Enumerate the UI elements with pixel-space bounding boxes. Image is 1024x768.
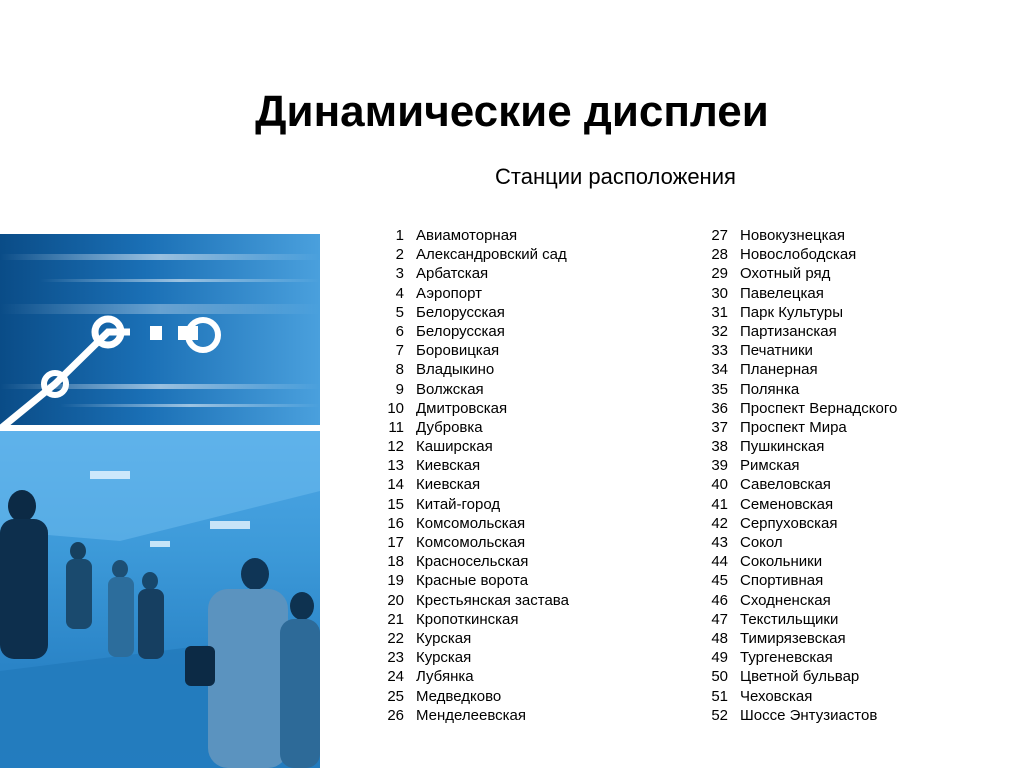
station-number: 13 [387,457,404,475]
station-name: Партизанская [740,322,837,340]
station-number: 15 [387,495,404,513]
station-name: Кропоткинская [416,610,519,628]
station-number: 42 [711,514,728,532]
station-number: 29 [711,265,728,283]
station-name: Волжская [416,380,484,398]
station-number: 22 [387,629,404,647]
station-number: 2 [395,246,404,264]
list-item [380,552,680,571]
station-number: 8 [395,361,404,379]
list-item [704,475,1004,494]
list-item [704,706,1004,725]
station-name: Семеновская [740,495,834,513]
station-name: Авиамоторная [416,227,518,244]
station-name: Савеловская [740,476,831,494]
station-number: 44 [711,553,728,571]
station-number: 32 [711,322,728,340]
list-item [380,591,680,610]
list-item [704,514,1004,533]
list-item [380,706,680,725]
list-item [704,399,1004,418]
list-item [704,303,1004,322]
station-number: 5 [395,303,404,321]
station-number: 35 [711,380,728,398]
list-item [380,264,680,283]
station-name: Сокольники [740,553,823,571]
list-item [704,322,1004,341]
list-item [380,322,680,341]
station-name: Александровский сад [416,246,567,264]
list-item [704,456,1004,475]
station-number: 52 [711,706,728,724]
station-number: 37 [711,418,728,436]
station-name: Тимирязевская [740,629,846,647]
station-name: Сходненская [740,591,831,609]
station-number: 30 [711,284,728,302]
list-item [380,360,680,379]
station-name: Шоссе Энтузиастов [740,706,878,724]
page-title: Динамические дисплеи [255,87,769,136]
station-number: 9 [395,380,404,398]
station-name: Проспект Мира [740,418,847,436]
station-name: Белорусская [416,303,505,321]
station-number: 34 [711,361,728,379]
station-name: Владыкино [416,361,495,379]
station-name: Цветной бульвар [740,668,860,686]
station-name: Охотный ряд [740,265,831,283]
station-number: 10 [387,399,404,417]
station-name: Крестьянская застава [416,591,569,609]
station-number: 49 [711,649,728,667]
station-number: 12 [387,438,404,456]
list-item [704,360,1004,379]
station-number: 40 [711,476,728,494]
metro-line-graphic [0,234,320,425]
station-number: 14 [387,476,404,494]
station-number: 19 [387,572,404,590]
station-name: Чеховская [740,687,813,705]
station-number: 46 [711,591,728,609]
list-item [380,533,680,552]
station-number: 3 [395,265,404,283]
station-name: Красные ворота [416,572,529,590]
list-item [380,303,680,322]
station-number: 1 [395,227,404,244]
station-name: Сокол [740,534,783,551]
list-item [704,245,1004,264]
station-name: Печатники [740,342,813,360]
station-number: 43 [711,534,728,551]
station-number: 38 [711,438,728,456]
station-name: Киевская [416,457,481,475]
station-name: Белорусская [416,322,505,340]
station-name: Текстильщики [740,610,839,628]
station-name: Тургеневская [740,649,833,667]
list-item [380,399,680,418]
station-name: Менделеевская [416,706,526,724]
stations-list-right [704,226,1004,725]
list-item [704,610,1004,629]
list-item [704,284,1004,303]
page-subtitle: Станции расположения [495,164,736,189]
station-number: 17 [387,534,404,551]
station-name: Полянка [740,380,800,398]
list-item [380,418,680,437]
station-name: Планерная [740,361,818,379]
list-item [704,667,1004,686]
commuters-photo [0,431,320,768]
list-item [704,687,1004,706]
list-item [704,226,1004,245]
list-item [704,341,1004,360]
list-item [704,533,1004,552]
list-item [380,475,680,494]
station-name: Красносельская [416,553,529,571]
metro-line-icon [0,234,320,425]
list-item [380,284,680,303]
list-item [704,418,1004,437]
station-name: Серпуховская [740,514,838,532]
station-name: Боровицкая [416,342,500,360]
list-item [704,437,1004,456]
list-item [380,610,680,629]
stations-list-left [380,226,680,725]
station-name: Парк Культуры [740,303,843,321]
station-name: Павелецкая [740,284,824,302]
list-item [380,667,680,686]
station-number: 21 [387,610,404,628]
station-name: Курская [416,629,472,647]
list-item [380,456,680,475]
list-item [704,495,1004,514]
station-name: Комсомольская [416,514,526,532]
station-number: 48 [711,629,728,647]
list-item [380,245,680,264]
list-item [380,648,680,667]
station-number: 47 [711,610,728,628]
station-name: Арбатская [416,265,489,283]
list-item [380,687,680,706]
station-name: Китай-город [416,495,501,513]
station-number: 39 [711,457,728,475]
station-name: Проспект Вернадского [740,399,898,417]
list-item [704,264,1004,283]
station-name: Новослободская [740,246,857,264]
list-item [380,226,680,245]
station-number: 24 [387,668,404,686]
station-number: 25 [387,687,404,705]
list-item [380,514,680,533]
station-number: 4 [395,284,404,302]
station-name: Киевская [416,476,481,494]
station-number: 18 [387,553,404,571]
station-number: 45 [711,572,728,590]
station-name: Римская [740,457,800,475]
station-name: Пушкинская [740,438,825,456]
list-item [380,341,680,360]
station-number: 7 [395,342,404,360]
station-number: 28 [711,246,728,264]
station-name: Медведково [416,687,502,705]
station-name: Лубянка [416,668,474,686]
list-item [704,552,1004,571]
station-number: 51 [711,687,728,705]
list-item [380,380,680,399]
list-item [704,591,1004,610]
list-item [704,380,1004,399]
list-item [704,648,1004,667]
station-name: Курская [416,649,472,667]
station-number: 33 [711,342,728,360]
station-name: Спортивная [740,572,824,590]
station-number: 23 [387,649,404,667]
station-name: Каширская [416,438,493,456]
list-item [380,571,680,590]
station-number: 36 [711,399,728,417]
list-item [704,571,1004,590]
station-number: 20 [387,591,404,609]
station-number: 41 [711,495,728,513]
station-number: 50 [711,668,728,686]
station-number: 27 [711,227,728,244]
people-walking-icon [0,431,320,768]
list-item [380,495,680,514]
list-item [704,629,1004,648]
station-number: 31 [711,303,728,321]
station-name: Дубровка [416,418,483,436]
station-name: Дмитровская [416,399,508,417]
station-number: 11 [388,418,404,436]
list-item [380,629,680,648]
station-name: Аэропорт [416,284,483,302]
list-item [380,437,680,456]
station-name: Новокузнецкая [740,227,845,244]
station-number: 6 [395,322,404,340]
station-number: 26 [387,706,404,724]
station-name: Комсомольская [416,534,526,551]
station-number: 16 [387,514,404,532]
